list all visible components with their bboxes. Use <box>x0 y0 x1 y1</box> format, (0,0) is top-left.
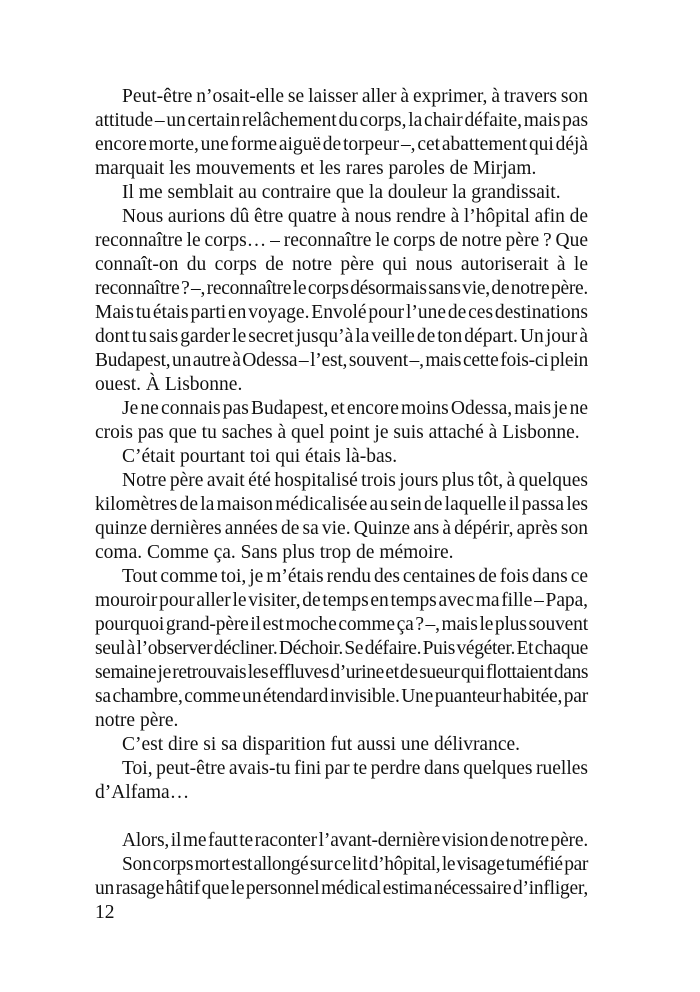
paragraph <box>95 397 588 445</box>
text-line: reconnaître le corps… – reconnaître le corps de notre père ? Que <box>95 230 588 251</box>
text-line: coma. Comme ça. Sans plus trop de mémoire. <box>95 542 454 563</box>
text-line: sa chambre, comme un étendard invisible. Une puanteur habitée, par <box>95 686 588 707</box>
text-line: dont tu sais garder le secret jusqu’à la veille de ton départ. Un jour à <box>95 326 588 347</box>
text-line: mouroir pour aller le visiter, de temps en temps avec ma fille – Papa, <box>95 590 588 611</box>
paragraph <box>95 733 588 757</box>
text-line: quinze dernières années de sa vie. Quinze ans à dépérir, après son <box>95 518 588 539</box>
book-page <box>95 85 588 925</box>
paragraph <box>95 757 588 805</box>
text-line: Peut-être n’osait-elle se laisser aller à exprimer, à travers son <box>122 86 588 107</box>
text-line: reconnaître ? –, reconnaître le corps désormais sans vie, de notre père. <box>95 278 588 299</box>
text-line: Budapest, un autre à Odessa – l’est, souvent –, mais cette fois-ci plein <box>95 350 588 371</box>
text-line: connaît-on du corps de notre père qui nous autoriserait à le <box>95 254 588 275</box>
text-line: Je ne connais pas Budapest, et encore moins Odessa, mais je ne <box>122 398 588 419</box>
text-line: notre père. <box>95 710 179 731</box>
paragraph <box>95 205 588 397</box>
text-line: ouest. À Lisbonne. <box>95 374 243 395</box>
text-line: seul à l’observer décliner. Déchoir. Se défaire. Puis végéter. Et chaque <box>95 638 588 659</box>
text-line: kilomètres de la maison médicalisée au sein de laquelle il passa les <box>95 494 588 515</box>
paragraph <box>95 181 588 205</box>
section-break <box>95 805 588 829</box>
text-line: C’est dire si sa disparition fut aussi une délivrance. <box>122 734 521 755</box>
text-line: Toi, peut-être avais-tu fini par te perdre dans quelques ruelles <box>122 758 588 779</box>
paragraph <box>95 445 588 469</box>
text-line: Il me semblait au contraire que la douleur la grandissait. <box>122 182 561 203</box>
text-line: attitude – un certain relâchement du corps, la chair défaite, mais pas <box>95 110 588 131</box>
text-line: Notre père avait été hospitalisé trois jours plus tôt, à quelques <box>122 470 588 491</box>
page-number: 12 <box>95 902 115 923</box>
text-line: Nous aurions dû être quatre à nous rendre à l’hôpital afin de <box>122 206 588 227</box>
text-line: un rasage hâtif que le personnel médical estima nécessaire d’infliger, <box>95 878 588 899</box>
text-line: Mais tu étais parti en voyage. Envolé pour l’une de ces destinations <box>95 302 588 323</box>
text-line: d’Alfama… <box>95 782 190 803</box>
text-line: encore morte, une forme aiguë de torpeur –, cet abattement qui déjà <box>95 134 588 155</box>
text-line: C’était pourtant toi qui étais là-bas. <box>122 446 398 467</box>
text-line: pourquoi grand-père il est moche comme ça ? –, mais le plus souvent <box>95 614 588 635</box>
paragraph <box>95 565 588 733</box>
text-line: semaine je retrouvais les effluves d’urine et de sueur qui flottaient dans <box>95 662 589 683</box>
paragraph <box>95 85 588 181</box>
paragraph <box>95 469 588 565</box>
paragraph <box>95 853 588 901</box>
text-line: crois pas que tu saches à quel point je suis attaché à Lisbonne. <box>95 422 580 443</box>
text-line: Son corps mort est allongé sur ce lit d’hôpital, le visage tuméfié par <box>122 854 588 875</box>
text-line: Alors, il me faut te raconter l’avant-dernière vision de notre père. <box>122 830 588 851</box>
paragraph <box>95 829 588 853</box>
text-line: marquait les mouvements et les rares paroles de Mirjam. <box>95 158 537 179</box>
text-line: Tout comme toi, je m’étais rendu des centaines de fois dans ce <box>122 566 588 587</box>
